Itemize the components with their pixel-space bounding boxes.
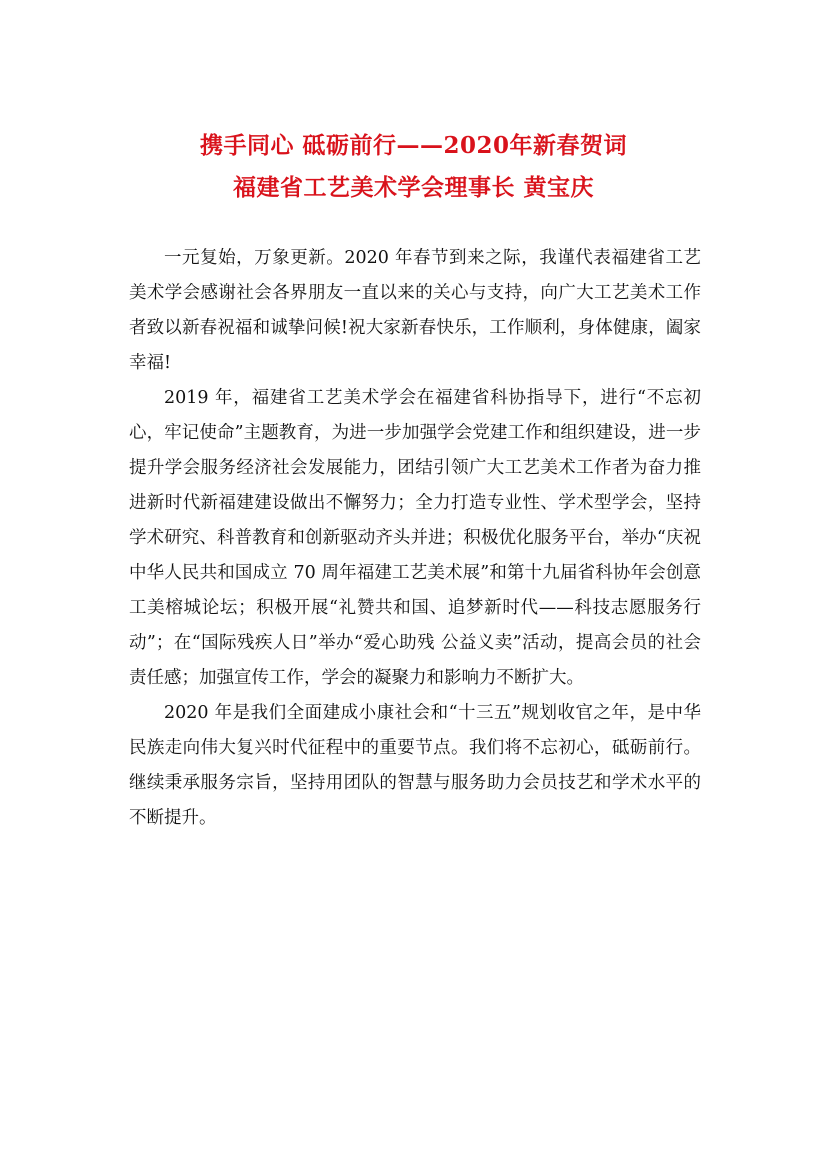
document-title: 携手同心 砥砺前行——2020年新春贺词 [199,132,628,159]
paragraph-2: 2019 年，福建省工艺美术学会在福建省科协指导下，进行“不忘初心，牢记使命”主题教育，为进一步加强学会党建工作和组织建设，进一步提升学会服务经济社会发展能力，团结引领广大工艺美术工作者为奋力推进新时代新福建建设做出不懈努力；全力打造专业性、学术型学会，坚持学术研究、科普教育和创新驱动齐头并进；积极优化服务平台，举办“庆祝中华人民共和国成立 70 周年福建工艺美术展”和第十九届省科协年会创意工美榕城论坛；积极开展“礼赞共和国、追梦新时代——科技志愿服务行动”；在“国际残疾人日”举办“爱心助残 公益义卖”活动，提高会员的社会责任感；加强宣传工作，学会的凝聚力和影响力不断扩大。 [129,388,701,688]
title-block [0,128,827,206]
document-body [129,241,701,836]
paragraph-1: 一元复始，万象更新。2020 年春节到来之际，我谨代表福建省工艺美术学会感谢社会各界朋友一直以来的关心与支持，向广大工艺美术工作者致以新春祝福和诚挚问候!祝大家新春快乐，工作顺利，身体健康，阖家幸福! [129,248,701,373]
paragraph-3: 2020 年是我们全面建成小康社会和“十三五”规划收官之年，是中华民族走向伟大复兴时代征程中的重要节点。我们将不忘初心，砥砺前行。继续秉承服务宗旨，坚持用团队的智慧与服务助力会员技艺和学术水平的不断提升。 [129,703,701,828]
document-subtitle: 福建省工艺美术学会理事长 黄宝庆 [232,174,594,201]
